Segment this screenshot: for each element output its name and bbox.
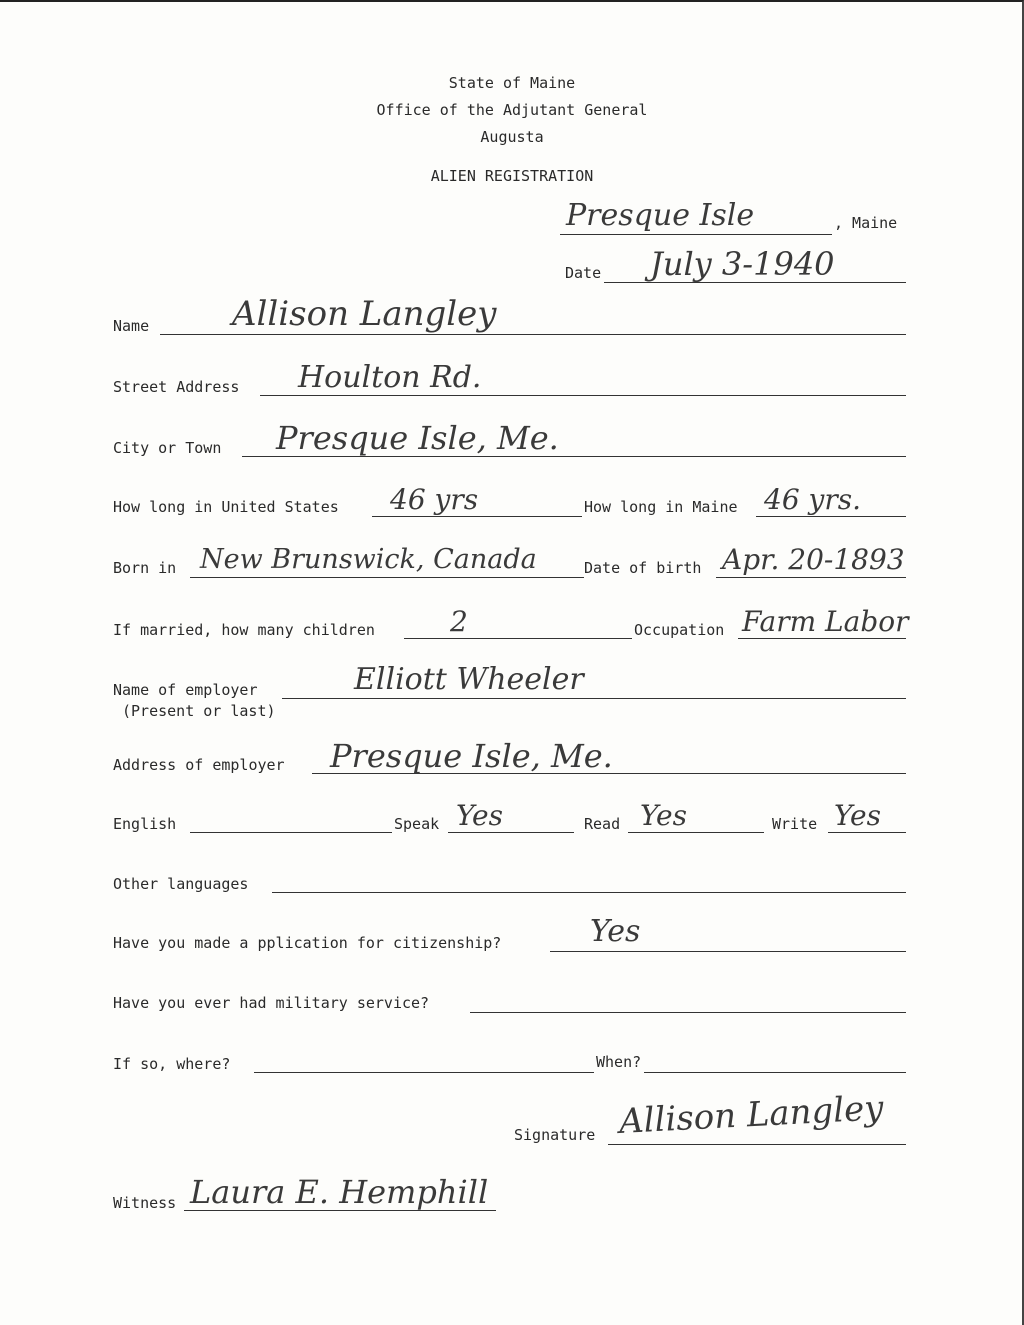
street-line (260, 395, 906, 396)
date-value[interactable]: July 3-1940 (650, 245, 835, 283)
military-line[interactable] (470, 1012, 906, 1013)
military-label: Have you ever had military service? (113, 994, 430, 1012)
name-label: Name (113, 317, 150, 335)
read-value[interactable]: Yes (640, 799, 687, 832)
name-line (160, 334, 906, 335)
occupation-value[interactable]: Farm Labor (742, 605, 909, 638)
maine-duration-line (756, 516, 906, 517)
header-state: State of Maine (448, 74, 576, 92)
employer-line (282, 698, 906, 699)
header-office: Office of the Adjutant General (376, 101, 648, 119)
place-line (560, 234, 832, 235)
street-label: Street Address (113, 378, 240, 396)
citizenship-line (550, 951, 906, 952)
occupation-label: Occupation (634, 621, 725, 639)
born-in-line (190, 577, 584, 578)
witness-value[interactable]: Laura E. Hemphill (190, 1173, 489, 1211)
header-city: Augusta (480, 128, 544, 146)
street-value[interactable]: Houlton Rd. (298, 360, 482, 395)
occupation-line (738, 638, 906, 639)
where-label: If so, where? (113, 1055, 231, 1073)
witness-label: Witness (113, 1194, 177, 1212)
when-line[interactable] (644, 1072, 906, 1073)
maine-duration-value[interactable]: 46 yrs. (764, 483, 862, 516)
signature-value[interactable]: Allison Langley (618, 1088, 885, 1142)
employer-sublabel: (Present or last) (122, 702, 276, 720)
english-line (190, 832, 392, 833)
english-label: English (113, 815, 177, 833)
maine-duration-label: How long in Maine (584, 498, 738, 516)
children-line (404, 638, 632, 639)
city-label: City or Town (113, 439, 222, 457)
speak-value[interactable]: Yes (456, 799, 503, 832)
born-in-value[interactable]: New Brunswick, Canada (200, 544, 537, 575)
date-label: Date (565, 264, 602, 282)
signature-label: Signature (514, 1126, 596, 1144)
us-duration-label: How long in United States (113, 498, 339, 516)
citizenship-value[interactable]: Yes (590, 914, 641, 949)
when-label: When? (596, 1053, 642, 1071)
name-value[interactable]: Allison Langley (232, 294, 497, 334)
citizenship-label: Have you made a pplication for citizenship? (113, 934, 502, 952)
where-line[interactable] (254, 1072, 594, 1073)
employer-address-label: Address of employer (113, 756, 285, 774)
us-duration-value[interactable]: 46 yrs (390, 483, 479, 516)
dob-line (716, 577, 906, 578)
place-value[interactable]: Presque Isle (566, 198, 755, 233)
signature-line (608, 1144, 906, 1145)
place-suffix: , Maine (834, 214, 898, 232)
write-line (828, 832, 906, 833)
other-languages-line[interactable] (272, 892, 906, 893)
children-label: If married, how many children (113, 621, 375, 639)
write-label: Write (772, 815, 818, 833)
speak-line (448, 832, 574, 833)
employer-address-value[interactable]: Presque Isle, Me. (330, 737, 613, 775)
form-title: ALIEN REGISTRATION (430, 167, 594, 185)
read-label: Read (584, 815, 621, 833)
speak-label: Speak (394, 815, 440, 833)
other-languages-label: Other languages (113, 875, 249, 893)
read-line (628, 832, 764, 833)
children-value[interactable]: 2 (450, 605, 468, 638)
dob-label: Date of birth (584, 559, 702, 577)
us-duration-line (372, 516, 582, 517)
write-value[interactable]: Yes (834, 799, 881, 832)
employer-label: Name of employer (113, 681, 258, 699)
born-in-label: Born in (113, 559, 177, 577)
employer-value[interactable]: Elliott Wheeler (354, 662, 584, 697)
city-value[interactable]: Presque Isle, Me. (276, 419, 559, 457)
dob-value[interactable]: Apr. 20-1893 (722, 543, 905, 576)
